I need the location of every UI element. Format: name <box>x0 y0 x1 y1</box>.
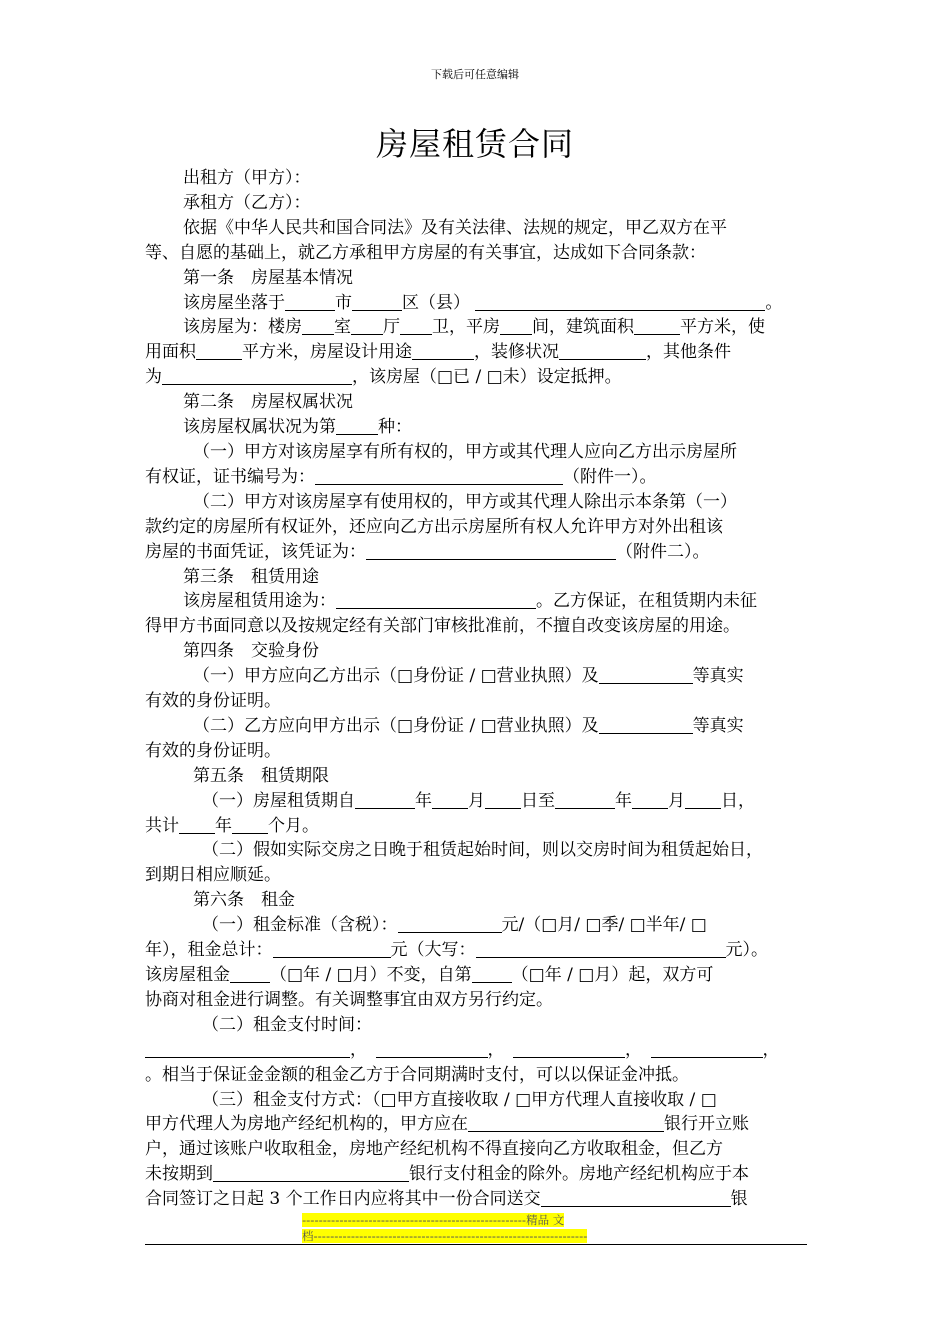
blank-field <box>685 791 721 809</box>
blank-field <box>541 1189 731 1207</box>
blank-field <box>599 666 693 684</box>
blank-field <box>500 317 532 335</box>
blank-field <box>632 791 668 809</box>
paragraph-line: （二）甲方对该房屋享有使用权的，甲方或其代理人除出示本条第（一） <box>193 491 737 512</box>
blank-field <box>400 317 432 335</box>
paragraph-line: ， ， ， ， <box>145 1038 807 1063</box>
blank-field <box>468 1114 664 1132</box>
paragraph-line: 依据《中华人民共和国合同法》及有关法律、法规的规定，甲乙双方在平 <box>183 217 727 238</box>
document-title: 房屋租赁合同 <box>375 125 574 163</box>
blank-field <box>555 791 615 809</box>
paragraph-line: 等、自愿的基础上，就乙方承租甲方房屋的有关事宜，达成如下合同条款： <box>145 242 706 263</box>
clause-heading: 第六条 租金 <box>193 890 295 911</box>
clause-heading: 第四条 交验身份 <box>183 641 319 662</box>
paragraph-line: 户，通过该账户收取租金，房地产经纪机构不得直接向乙方收取租金，但乙方 <box>145 1139 723 1160</box>
paragraph-line: 款约定的房屋所有权证外，还应向乙方出示房屋所有权人允许甲方对外出租该 <box>145 516 723 537</box>
paragraph-line: 协商对租金进行调整。有关调整事宜由双方另行约定。 <box>145 989 553 1010</box>
lessee-line: 承租方（乙方）： <box>183 192 311 213</box>
blank-field <box>366 542 616 560</box>
footer-line-1: ------------------------------------------------------精品 文 <box>302 1213 565 1227</box>
blank-field <box>475 293 765 311</box>
blank-field <box>472 965 512 983</box>
blank-field <box>162 367 352 385</box>
paragraph-line: 到期日相应顺延。 <box>145 865 281 886</box>
blank-field <box>315 467 563 485</box>
paragraph-line: （一）租金标准（含税）： 元/（□月/ □季/ □半年/ □ <box>202 915 707 936</box>
blank-field <box>376 1040 488 1058</box>
contract-body <box>145 166 807 1212</box>
lessor-line: 出租方（甲方）： <box>183 168 311 188</box>
blank-field <box>232 816 268 834</box>
paragraph-line: 甲方代理人为房地产经纪机构的，甲方应在 银行开立账 <box>145 1114 749 1135</box>
paragraph-line: 该房屋权属状况为第 种： <box>183 417 412 438</box>
paragraph-line: 该房屋坐落于 市 区（县） 。 <box>183 292 783 313</box>
footer-rule <box>145 1244 807 1245</box>
blank-field <box>599 716 693 734</box>
blank-field <box>651 1040 763 1058</box>
paragraph-line: 共计 年 个月。 <box>145 815 319 836</box>
paragraph-line: 该房屋为：楼房 室 厅 卫，平房 间，建筑面积 平方米，使 <box>183 317 765 338</box>
blank-field <box>336 591 536 609</box>
paragraph-line: 有权证，证书编号为： （附件一）。 <box>145 466 657 487</box>
blank-field <box>485 791 521 809</box>
blank-field <box>513 1040 625 1058</box>
paragraph-line: （一）房屋租赁期自 年 月 日至 年 月 日， <box>202 790 755 811</box>
blank-field <box>355 791 415 809</box>
paragraph-line: （二）租金支付时间： <box>202 1014 372 1035</box>
blank-field <box>302 317 334 335</box>
paragraph-line: 年），租金总计： 元（大写： 元）。 <box>145 940 768 961</box>
blank-field <box>273 940 391 958</box>
blank-field <box>230 965 270 983</box>
blank-field <box>412 342 474 360</box>
paragraph-line: 合同签订之日起 3 个工作日内应将其中一份合同送交 银 <box>145 1189 748 1210</box>
blank-field <box>285 293 335 311</box>
clause-heading: 第三条 租赁用途 <box>183 566 319 587</box>
blank-field <box>634 317 680 335</box>
blank-field <box>432 791 468 809</box>
paragraph-line: （二）假如实际交房之日晚于租赁起始时间，则以交房时间为租赁起始日， <box>202 840 763 861</box>
paragraph-line: （三）租金支付方式：（□甲方直接收取 / □甲方代理人直接收取 / □ <box>202 1089 717 1110</box>
paragraph-line: 房屋的书面凭证，该凭证为： （附件二）。 <box>145 541 710 562</box>
blank-field <box>145 1040 350 1058</box>
blank-field <box>351 317 383 335</box>
blank-field <box>476 940 726 958</box>
footer-watermark <box>302 1212 648 1244</box>
clause-heading: 第二条 房屋权属状况 <box>183 392 353 413</box>
paragraph-line: 有效的身份证明。 <box>145 740 281 761</box>
paragraph-line: 用面积 平方米，房屋设计用途 ，装修状况 ，其他条件 <box>145 342 731 363</box>
paragraph-line: 得甲方书面同意以及按规定经有关部门审核批准前，不擅自改变该房屋的用途。 <box>145 616 740 637</box>
blank-field <box>213 1164 409 1182</box>
header-note: 下载后可任意编辑 <box>431 68 519 81</box>
paragraph-line: 该房屋租赁用途为： 。乙方保证，在租赁期内未征 <box>183 591 757 612</box>
blank-field <box>352 293 402 311</box>
clause-heading: 第五条 租赁期限 <box>193 765 329 786</box>
paragraph-line: 。相当于保证金金额的租金乙方于合同期满时支付，可以以保证金冲抵。 <box>145 1064 689 1085</box>
blank-field <box>398 915 502 933</box>
paragraph-line: 未按期到 银行支付租金的除外。房地产经纪机构应于本 <box>145 1164 749 1185</box>
paragraph-line: 有效的身份证明。 <box>145 691 281 712</box>
paragraph-line: （一）甲方对该房屋享有所有权的，甲方或其代理人应向乙方出示房屋所 <box>193 441 737 462</box>
paragraph-line: 该房屋租金 （□年 / □月）不变，自第 （□年 / □月）起，双方可 <box>145 965 714 985</box>
clause-heading: 第一条 房屋基本情况 <box>183 267 353 288</box>
blank-field <box>336 417 378 435</box>
footer-line-2: 档------------------------------------------------------------------ <box>302 1229 588 1243</box>
paragraph-line: （二）乙方应向甲方出示（□身份证 / □营业执照）及 等真实 <box>193 715 744 736</box>
blank-field <box>196 342 242 360</box>
blank-field <box>179 816 215 834</box>
paragraph-line: （一）甲方应向乙方出示（□身份证 / □营业执照）及 等真实 <box>193 666 744 687</box>
blank-field <box>559 342 646 360</box>
paragraph-line: 为 ，该房屋（□已 / □未）设定抵押。 <box>145 367 622 388</box>
